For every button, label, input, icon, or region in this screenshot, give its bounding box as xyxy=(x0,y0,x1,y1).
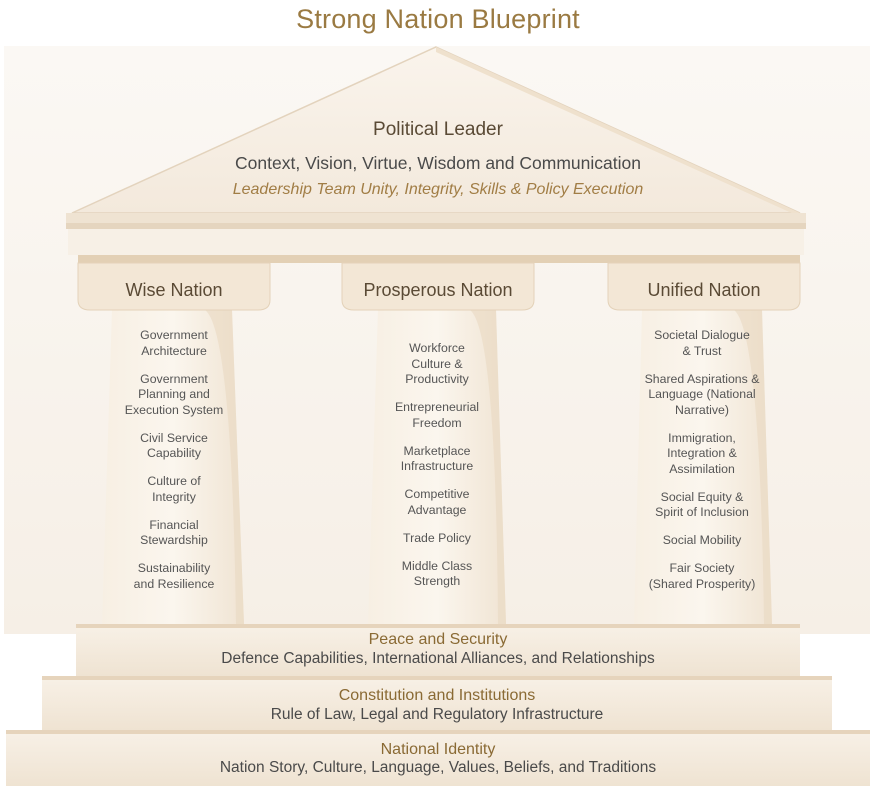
diagram-title: Strong Nation Blueprint xyxy=(296,4,580,34)
list-item: Immigration, Integration & Assimilation xyxy=(667,430,737,476)
list-item: Government Architecture xyxy=(140,328,208,358)
step-subtitle-constitution: Rule of Law, Legal and Regulatory Infrastructure xyxy=(270,706,604,723)
step-title-constitution: Constitution and Institutions xyxy=(338,687,536,704)
roof-line-1: Context, Vision, Virtue, Wisdom and Communication xyxy=(235,153,641,173)
step-subtitle-identity: Nation Story, Culture, Language, Values, Beliefs, and Traditions xyxy=(219,759,657,776)
list-item: Civil Service Capability xyxy=(140,430,208,461)
list-item: Trade Policy xyxy=(403,530,471,545)
list-item: Financial Stewardship xyxy=(140,517,208,548)
list-item: Societal Dialogue & Trust xyxy=(654,328,750,358)
list-item: Workforce Culture & Productivity xyxy=(405,341,469,386)
pillar-title-unified: Unified Nation xyxy=(647,280,761,300)
list-item: Culture of Integrity xyxy=(147,474,201,504)
pillar-items-wise xyxy=(112,328,236,605)
list-item: Competitive Advantage xyxy=(404,487,470,517)
list-item: Middle Class Strength xyxy=(401,558,473,589)
roof-heading: Political Leader xyxy=(373,119,503,140)
list-item: Social Equity & Spirit of Inclusion xyxy=(655,489,749,520)
list-item: Fair Society (Shared Prosperity) xyxy=(648,561,756,591)
pillar-title-wise: Wise Nation xyxy=(125,280,223,300)
list-item: Social Mobility xyxy=(662,533,742,548)
roof-line-2: Leadership Team Unity, Integrity, Skills & Policy Execution xyxy=(232,181,644,198)
pillar-items-prosperous xyxy=(378,341,496,603)
list-item: Government Planning and Execution System xyxy=(124,371,224,417)
list-item: Marketplace Infrastructure xyxy=(400,443,474,474)
pillar-items-unified xyxy=(640,328,764,605)
step-title-peace: Peace and Security xyxy=(368,631,508,648)
list-item: Entrepreneurial Freedom xyxy=(394,400,480,430)
step-subtitle-peace: Defence Capabilities, International Alliances, and Relationships xyxy=(221,650,655,667)
list-item: Shared Aspirations & Language (National Narrative) xyxy=(644,371,760,417)
list-item: Sustainability and Resilience xyxy=(133,561,215,591)
pillar-title-prosperous: Prosperous Nation xyxy=(363,280,513,300)
step-title-identity: National Identity xyxy=(380,741,496,758)
